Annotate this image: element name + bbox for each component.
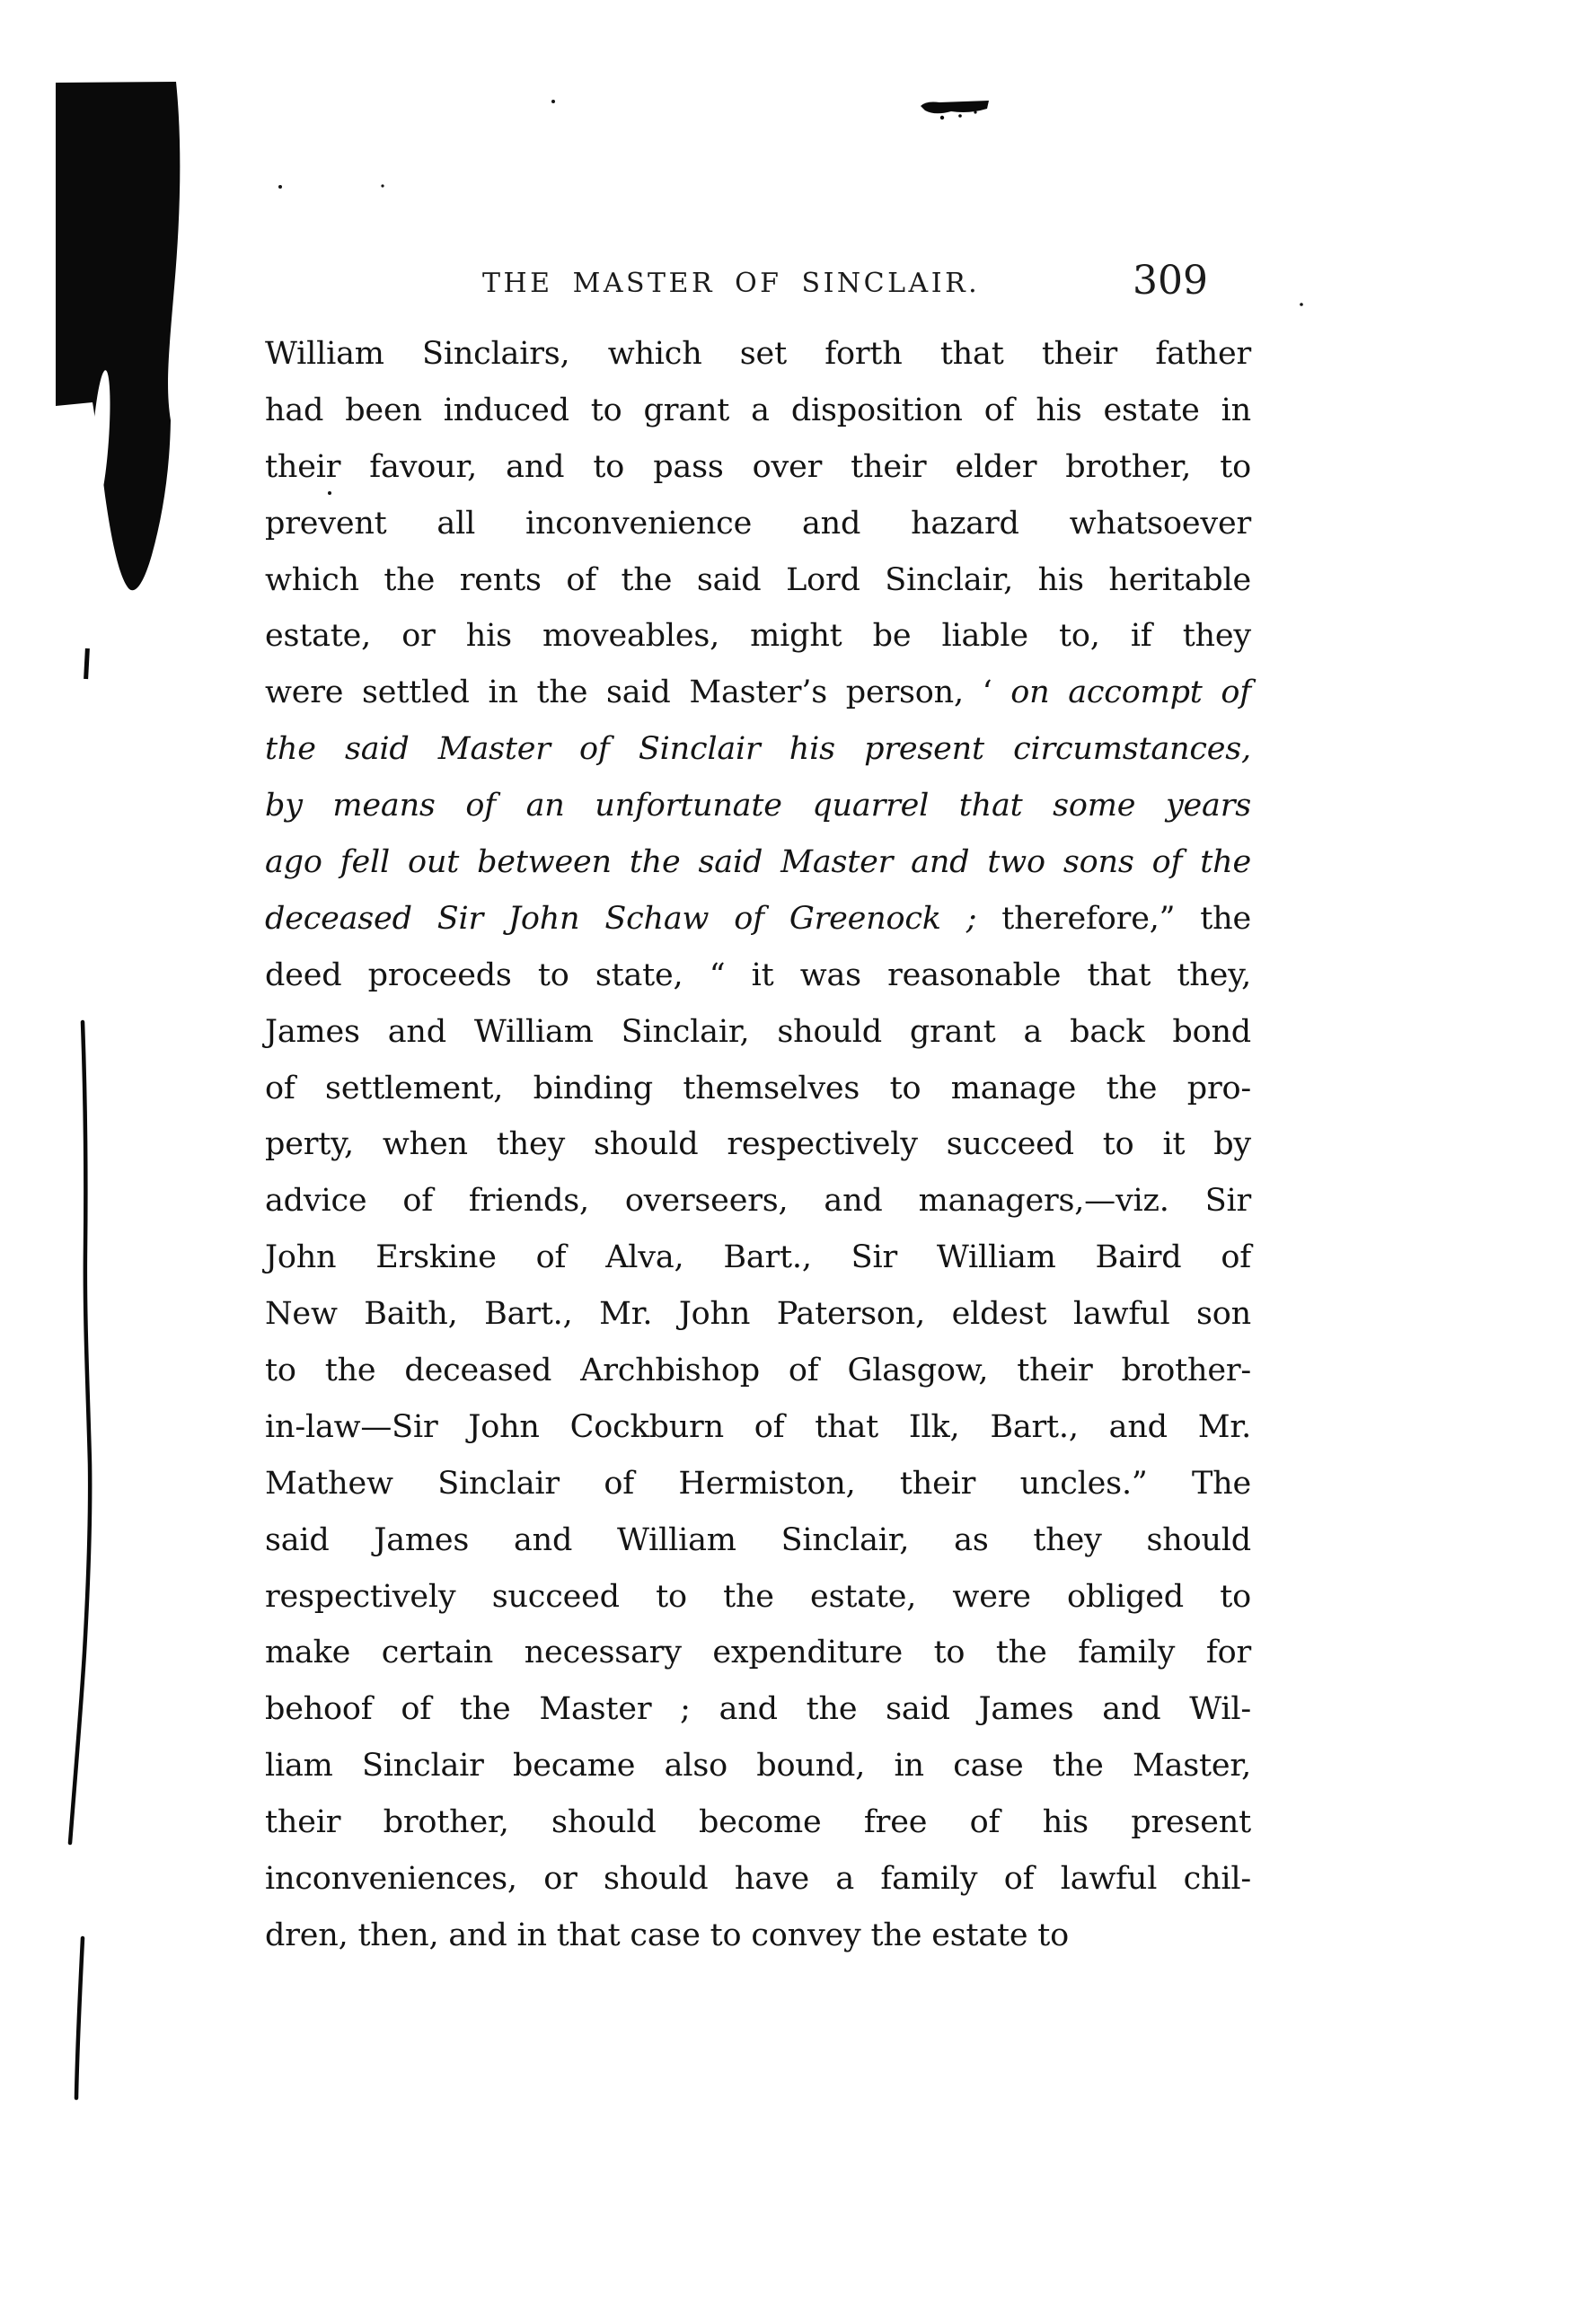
text-line bbox=[265, 1569, 1251, 1626]
text-line bbox=[265, 326, 1251, 383]
text-line bbox=[265, 1512, 1251, 1569]
ink-speck bbox=[381, 184, 384, 187]
text-line bbox=[265, 1116, 1251, 1173]
text-segment-italic: on accompt of bbox=[1010, 674, 1251, 711]
text-line bbox=[265, 496, 1251, 552]
text-line bbox=[265, 891, 1251, 947]
text-segment-italic: ago fell out between the said Master and two sons of the bbox=[265, 844, 1251, 881]
text-segment-italic: by means of an unfortunate quarrel that some years bbox=[265, 788, 1251, 824]
text-line bbox=[265, 1230, 1251, 1286]
text-segment-roman: of settlement, binding themselves to manage the pro- bbox=[265, 1070, 1251, 1106]
text-segment-roman: said James and William Sinclair, as they should bbox=[265, 1521, 1251, 1558]
fold-line-upper bbox=[70, 1022, 90, 1843]
text-segment-roman: William Sinclairs, which set forth that their father bbox=[265, 336, 1251, 372]
text-line bbox=[265, 383, 1251, 439]
text-line bbox=[265, 1456, 1251, 1512]
text-line bbox=[265, 1794, 1251, 1851]
ink-speck bbox=[551, 100, 555, 103]
text-segment-roman: prevent all inconvenience and hazard whatsoever bbox=[265, 505, 1251, 542]
text-line bbox=[265, 1173, 1251, 1230]
text-segment-roman: make certain necessary expenditure to the family for bbox=[265, 1635, 1251, 1671]
text-line bbox=[265, 1625, 1251, 1681]
ink-speck bbox=[940, 116, 944, 119]
text-segment-roman: deed proceeds to state, “ it was reasonable that they, bbox=[265, 956, 1251, 993]
text-line bbox=[265, 1681, 1251, 1738]
ink-speck bbox=[278, 185, 282, 189]
text-segment-roman: estate, or his moveables, might be liable to, if they bbox=[265, 618, 1251, 655]
text-segment-roman: had been induced to grant a disposition of his estate in bbox=[265, 392, 1251, 428]
text-line bbox=[265, 1061, 1251, 1117]
text-line bbox=[265, 552, 1251, 609]
text-segment-roman: James and William Sinclair, should grant a back bond bbox=[265, 1013, 1251, 1050]
text-segment-roman: were settled in the said Master’s person, ‘ bbox=[265, 674, 1011, 711]
text-line bbox=[265, 665, 1251, 721]
text-segment-roman: Mathew Sinclair of Hermiston, their uncles.” The bbox=[265, 1465, 1251, 1502]
text-line bbox=[265, 1738, 1251, 1794]
text-line bbox=[265, 721, 1251, 778]
ink-smudge-top bbox=[921, 101, 989, 113]
text-segment-roman: dren, then, and in that case to convey the estate to bbox=[265, 1917, 1070, 1953]
ink-dash bbox=[84, 648, 90, 679]
text-segment-roman: therefore,” the bbox=[976, 900, 1251, 937]
ink-speck bbox=[958, 114, 962, 118]
running-head-title: THE MASTER OF SINCLAIR. bbox=[482, 268, 981, 299]
text-line bbox=[265, 608, 1251, 665]
text-segment-roman: in-law—Sir John Cockburn of that Ilk, Bart., and Mr. bbox=[265, 1408, 1251, 1445]
text-segment-italic: deceased Sir John Schaw of Greenock ; bbox=[265, 900, 977, 937]
text-segment-roman: perty, when they should respectively succeed to it by bbox=[265, 1126, 1251, 1163]
text-segment-roman: their favour, and to pass over their elder brother, to bbox=[265, 448, 1251, 485]
body-text bbox=[265, 326, 1251, 1964]
binding-shadow-blob bbox=[56, 82, 180, 590]
fold-line-lower bbox=[76, 1938, 83, 2098]
text-line bbox=[265, 1908, 1251, 1964]
text-line bbox=[265, 1004, 1251, 1061]
text-segment-roman: liam Sinclair became also bound, in case the Master, bbox=[265, 1748, 1251, 1785]
text-segment-roman: their brother, should become free of his present bbox=[265, 1804, 1251, 1841]
text-line bbox=[265, 947, 1251, 1004]
text-line bbox=[265, 834, 1251, 891]
text-line bbox=[265, 1286, 1251, 1343]
text-segment-roman: respectively succeed to the estate, were obliged to bbox=[265, 1578, 1251, 1615]
page-number: 309 bbox=[1133, 258, 1208, 304]
text-segment-roman: to the deceased Archbishop of Glasgow, their brother- bbox=[265, 1353, 1251, 1389]
text-segment-roman: inconveniences, or should have a family of lawful chil- bbox=[265, 1861, 1251, 1898]
text-segment-roman: behoof of the Master ; and the said James and Wil- bbox=[265, 1691, 1251, 1728]
ink-speck bbox=[974, 110, 976, 113]
ink-speck bbox=[1300, 303, 1303, 306]
text-line bbox=[265, 439, 1251, 496]
text-segment-roman: which the rents of the said Lord Sinclair, his heritable bbox=[265, 561, 1251, 598]
text-segment-roman: New Baith, Bart., Mr. John Paterson, eldest lawful son bbox=[265, 1296, 1251, 1333]
text-line bbox=[265, 1399, 1251, 1456]
text-line bbox=[265, 778, 1251, 834]
text-line bbox=[265, 1851, 1251, 1908]
text-segment-roman: advice of friends, overseers, and managers,—viz. Sir bbox=[265, 1183, 1251, 1220]
text-segment-italic: the said Master of Sinclair his present circumstances, bbox=[265, 731, 1251, 768]
text-line bbox=[265, 1343, 1251, 1399]
text-segment-roman: John Erskine of Alva, Bart., Sir William Baird of bbox=[265, 1239, 1251, 1276]
